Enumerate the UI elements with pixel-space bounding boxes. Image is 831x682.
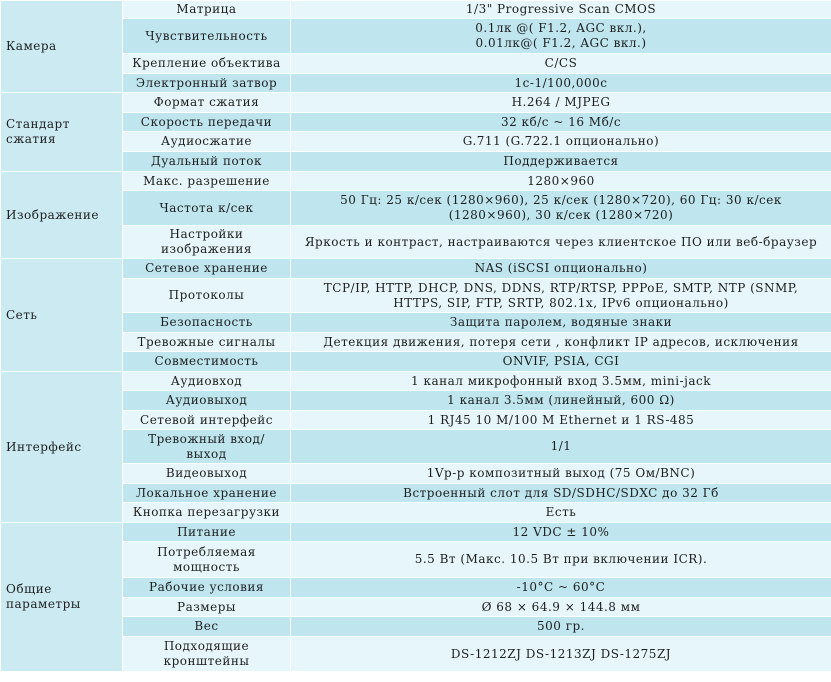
param-name: Чувствительность: [123, 19, 291, 54]
table-row: [1, 19, 831, 54]
param-name: Протоколы: [123, 279, 291, 313]
table-row: [1, 113, 831, 132]
group-label: Стандарт сжатия: [1, 93, 123, 172]
param-value: 12 VDC ± 10%: [291, 523, 831, 542]
param-name: Скорость передачи: [123, 113, 291, 132]
param-value: DS-1212ZJ DS-1213ZJ DS-1275ZJ: [291, 637, 831, 672]
table-row: [1, 74, 831, 93]
table-row: [1, 372, 831, 391]
table-row: [1, 259, 831, 279]
param-name: Дуальный поток: [123, 152, 291, 172]
table-row: [1, 226, 831, 259]
table-row: [1, 352, 831, 372]
param-value: Яркость и контраст, настраиваются через клиентское ПО или веб-браузер: [291, 226, 831, 259]
table-row: [1, 484, 831, 503]
param-name: Локальное хранение: [123, 484, 291, 503]
param-value: ONVIF, PSIA, CGI: [291, 352, 831, 372]
group-label: Сеть: [1, 259, 123, 372]
group-label: Общие параметры: [1, 523, 123, 672]
param-value: H.264 / MJPEG: [291, 93, 831, 113]
table-row: [1, 464, 831, 484]
param-name: Питание: [123, 523, 291, 542]
param-value: -10°C ~ 60°C: [291, 578, 831, 598]
param-name: Формат сжатия: [123, 93, 291, 113]
param-name: Макс. разрешение: [123, 172, 291, 191]
param-value: 0.1лк @( F1.2, AGC вкл.), 0.01лк@( F1.2, AGC вкл.): [291, 19, 831, 54]
table-row: [1, 1, 831, 19]
param-name: Видеовыход: [123, 464, 291, 484]
table-row: [1, 93, 831, 113]
param-name: Аудиосжатие: [123, 132, 291, 152]
table-row: [1, 152, 831, 172]
param-value: G.711 (G.722.1 опционально): [291, 132, 831, 152]
param-name: Настройки изображения: [123, 226, 291, 259]
param-name: Кнопка перезагрузки: [123, 503, 291, 523]
param-name: Безопасность: [123, 313, 291, 333]
param-value: Детекция движения, потеря сети , конфликт IP адресов, исключения: [291, 333, 831, 352]
group-label: Изображение: [1, 172, 123, 259]
param-name: Тревожный вход/ выход: [123, 430, 291, 464]
specs-table-body: [1, 1, 831, 672]
param-name: Аудиовыход: [123, 391, 291, 411]
table-row: [1, 411, 831, 430]
table-row: [1, 503, 831, 523]
table-row: [1, 598, 831, 617]
param-name: Аудиовход: [123, 372, 291, 391]
param-value: 1/1: [291, 430, 831, 464]
param-name: Подходящие кронштейны: [123, 637, 291, 672]
param-name: Частота к/сек: [123, 191, 291, 226]
param-value: TCP/IP, HTTP, DHCP, DNS, DDNS, RTP/RTSP, PPPoE, SMTP, NTP (SNMP, HTTPS, SIP, FTP, SRTP, 802.1x, IPv6 опционально): [291, 279, 831, 313]
table-row: [1, 523, 831, 542]
param-value: Ø 68 × 64.9 × 144.8 мм: [291, 598, 831, 617]
table-row: [1, 132, 831, 152]
table-row: [1, 617, 831, 637]
table-row: [1, 279, 831, 313]
table-row: [1, 333, 831, 352]
param-value: 32 кб/с ~ 16 Мб/с: [291, 113, 831, 132]
param-value: 1/3" Progressive Scan CMOS: [291, 1, 831, 19]
param-name: Потребляемая мощность: [123, 542, 291, 578]
group-label: Интерфейс: [1, 372, 123, 523]
param-value: 1280×960: [291, 172, 831, 191]
group-label: Камера: [1, 1, 123, 93]
table-row: [1, 637, 831, 672]
table-row: [1, 391, 831, 411]
param-name: Тревожные сигналы: [123, 333, 291, 352]
param-value: Встроенный слот для SD/SDHC/SDXC до 32 Гб: [291, 484, 831, 503]
table-row: [1, 578, 831, 598]
table-row: [1, 313, 831, 333]
param-value: Поддерживается: [291, 152, 831, 172]
param-value: Защита паролем, водяные знаки: [291, 313, 831, 333]
table-row: [1, 430, 831, 464]
param-name: Вес: [123, 617, 291, 637]
table-row: [1, 191, 831, 226]
param-name: Совместимость: [123, 352, 291, 372]
param-value: Есть: [291, 503, 831, 523]
param-value: 1Vp-p композитный выход (75 Ом/BNC): [291, 464, 831, 484]
param-value: 1с-1/100,000с: [291, 74, 831, 93]
param-name: Размеры: [123, 598, 291, 617]
param-name: Сетевое хранение: [123, 259, 291, 279]
param-value: 500 гр.: [291, 617, 831, 637]
param-name: Сетевой интерфейс: [123, 411, 291, 430]
param-value: NAS (iSCSI опционально): [291, 259, 831, 279]
param-name: Электронный затвор: [123, 74, 291, 93]
param-value: 1 канал 3.5мм (линейный, 600 Ω): [291, 391, 831, 411]
table-row: [1, 54, 831, 74]
table-row: [1, 172, 831, 191]
param-value: 1 канал микрофонный вход 3.5мм, mini-jack: [291, 372, 831, 391]
param-name: Рабочие условия: [123, 578, 291, 598]
param-name: Матрица: [123, 1, 291, 19]
table-row: [1, 542, 831, 578]
param-name: Крепление объектива: [123, 54, 291, 74]
param-value: 1 RJ45 10 M/100 M Ethernet и 1 RS-485: [291, 411, 831, 430]
param-value: 50 Гц: 25 к/сек (1280×960), 25 к/сек (1280×720), 60 Гц: 30 к/сек (1280×960), 30 к/сек (1280×720): [291, 191, 831, 226]
param-value: 5.5 Вт (Макс. 10.5 Вт при включении ICR).: [291, 542, 831, 578]
param-value: C/CS: [291, 54, 831, 74]
